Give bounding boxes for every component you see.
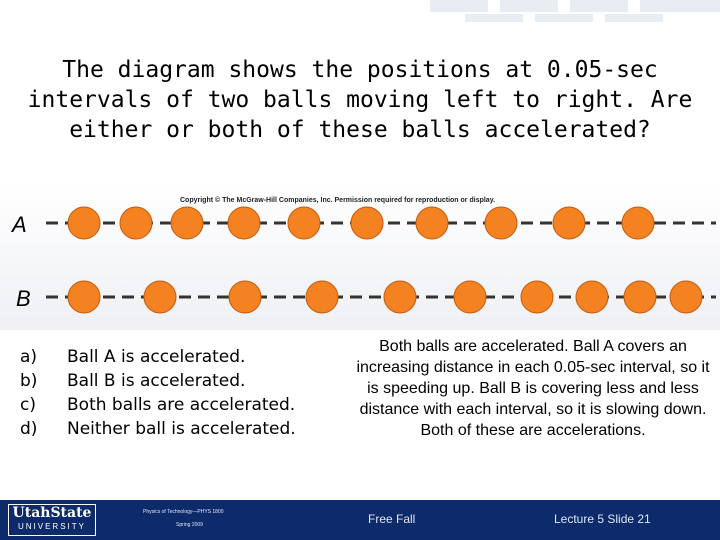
row-b-ball-8 xyxy=(576,281,608,313)
row-a-ball-3 xyxy=(171,207,203,239)
row-b-ball-7 xyxy=(521,281,553,313)
row-a-ball-10 xyxy=(622,207,654,239)
course-term: Spring 2009 xyxy=(176,522,203,528)
row-b-ball-4 xyxy=(306,281,338,313)
logo-line-2: UNIVERSITY xyxy=(17,522,86,531)
option-text: Ball B is accelerated. xyxy=(67,371,246,391)
option-b xyxy=(20,369,296,393)
corner-decoration xyxy=(430,0,720,22)
row-a-ball-7 xyxy=(416,207,448,239)
option-letter: d) xyxy=(20,419,38,439)
row-a-balls xyxy=(68,207,654,239)
slide-number: Lecture 5 Slide 21 xyxy=(554,512,651,526)
option-text: Both balls are accelerated. xyxy=(67,395,296,415)
option-d xyxy=(20,417,296,441)
university-logo xyxy=(8,504,96,536)
row-b-ball-1 xyxy=(68,281,100,313)
row-b-label: B xyxy=(16,286,31,311)
course-name: Physics of Technology—PHYS 1800 xyxy=(143,509,224,515)
row-b-balls xyxy=(68,281,702,313)
logo-line-1: UtahState xyxy=(12,505,92,521)
row-a-label: A xyxy=(12,212,27,237)
option-text: Ball A is accelerated. xyxy=(67,347,246,367)
row-b-ball-9 xyxy=(624,281,656,313)
row-a-ball-4 xyxy=(228,207,260,239)
row-a-ball-5 xyxy=(288,207,320,239)
answer-options xyxy=(20,345,296,441)
option-text: Neither ball is accelerated. xyxy=(67,419,296,439)
row-b-ball-5 xyxy=(384,281,416,313)
row-a-ball-1 xyxy=(68,207,100,239)
option-a xyxy=(20,345,296,369)
option-letter: b) xyxy=(20,371,38,391)
row-b-ball-6 xyxy=(454,281,486,313)
option-letter: c) xyxy=(20,395,36,415)
slide-title: The diagram shows the positions at 0.05-sec intervals of two balls moving left to right. Are either or both of these balls accelerated? xyxy=(27,57,693,143)
copyright-notice: Copyright © The McGraw-Hill Companies, Inc. Permission required for reproduction or display. xyxy=(180,197,496,204)
row-a-ball-8 xyxy=(485,207,517,239)
row-b-ball-3 xyxy=(229,281,261,313)
row-a-ball-9 xyxy=(553,207,585,239)
row-b-ball-10 xyxy=(670,281,702,313)
row-a-ball-2 xyxy=(120,207,152,239)
ball-positions-diagram xyxy=(0,190,720,325)
lecture-topic: Free Fall xyxy=(368,512,416,526)
row-b-ball-2 xyxy=(144,281,176,313)
option-letter: a) xyxy=(20,347,38,367)
answer-explanation: Both balls are accelerated. Ball A covers an increasing distance in each 0.05-sec interval, so it is speeding up. Ball B is covering less and less distance with each interval, so it is slowing down. Both of these are accelerations. xyxy=(356,338,710,439)
option-c xyxy=(20,393,296,417)
row-a-ball-6 xyxy=(351,207,383,239)
